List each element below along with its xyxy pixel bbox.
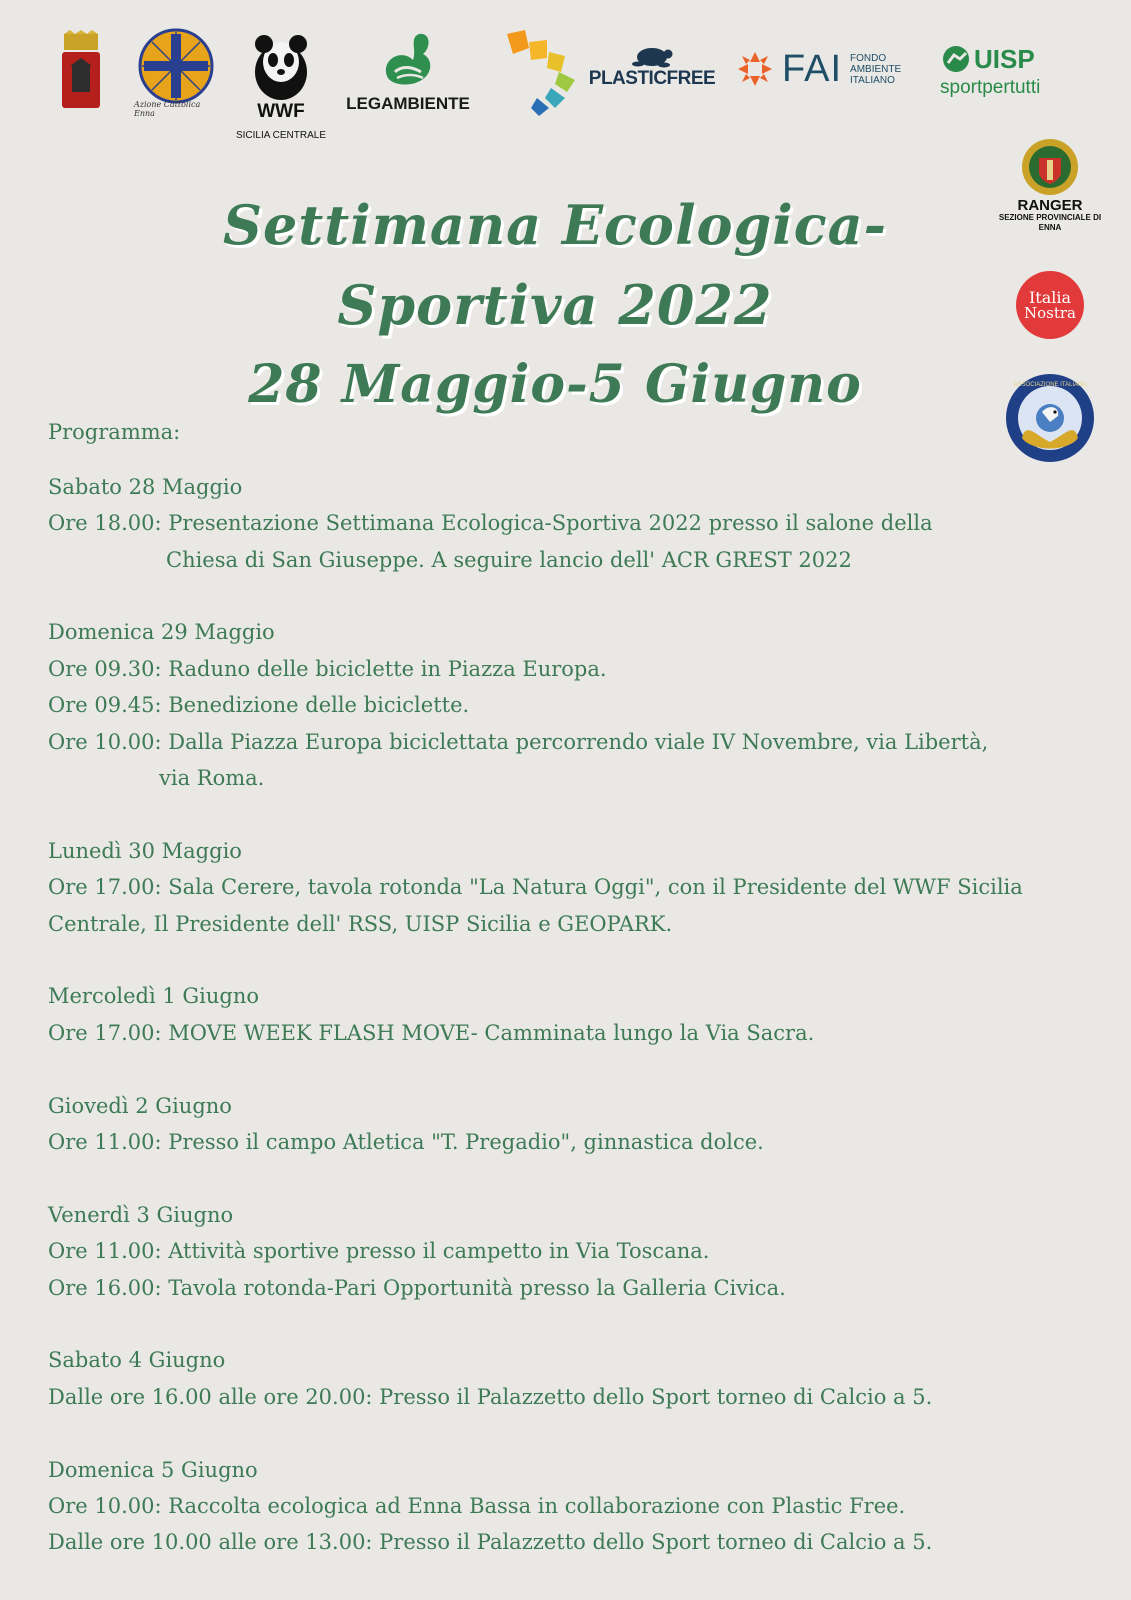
day-date: Sabato 28 Maggio [48,474,243,499]
ranger-sub-2: ENNA [1038,222,1062,232]
legambiente-name: LEGAMBIENTE [346,94,470,113]
schedule-item: Ore 17.00: MOVE WEEK FLASH MOVE- Camminata lungo la Via Sacra. [48,1020,815,1045]
schedule-item: Ore 18.00: Presentazione Settimana Ecologica-Sportiva 2022 presso il salone della [48,511,933,536]
programme-heading: Programma: [48,420,181,444]
day-date: Mercoledì 1 Giugno [48,984,260,1009]
day-date: Lunedì 30 Maggio [48,838,242,863]
turtle-icon [630,42,674,68]
plasticfree-name: PLASTICFREE [588,68,716,89]
schedule-item: Ore 10.00: Dalla Piazza Europa biciclettata percorrendo viale IV Novembre, via Libertà, [48,729,989,754]
colored-bars-logo [503,28,583,118]
ranger-sub-1: SEZIONE PROVINCIALE DI [998,212,1102,222]
title-line-2: 28 Maggio-5 Giugno [248,354,862,415]
day-date: Domenica 5 Giugno [48,1457,258,1482]
schedule-item: via Roma. [159,766,265,791]
schedule-item: Ore 09.45: Benedizione delle biciclette. [48,693,470,718]
ranger-logo [993,134,1107,234]
wwf-sub: SICILIA CENTRALE [235,129,327,141]
fai-sub [850,53,901,86]
fai-name: FAI [782,47,843,90]
acr-logo [134,28,218,118]
schedule-item: Ore 09.30: Raduno delle biciclette in Piazza Europa. [48,656,607,681]
acr-logo-text: Azione Cattolica Enna [134,100,201,118]
italia-nostra-line1: Italia [1028,287,1072,307]
schedule-item: Ore 11.00: Presso il campo Atletica "T. Pregadio", ginnastica dolce. [48,1130,764,1155]
uisp-logo [940,42,1058,100]
fai-cross-icon [736,50,774,88]
plasticfree-logo [588,36,716,96]
fai-sub-2: AMBIENTE [850,63,902,75]
day-date: Sabato 4 Giugno [48,1348,226,1373]
schedule-item: Dalle ore 16.00 alle ore 20.00: Presso il Palazzetto dello Sport torneo di Calcio a 5. [48,1384,933,1409]
panda-icon [249,32,313,102]
svg-text:ASSOCIAZIONE ITALIANA: ASSOCIAZIONE ITALIANA [1013,382,1087,388]
schedule-item: Ore 11.00: Attività sportive presso il campetto in Via Toscana. [48,1239,710,1264]
day-date: Domenica 29 Maggio [48,620,275,645]
event-title [130,185,980,425]
city-coat-of-arms-logo [58,30,104,114]
ranger-crest-icon [1019,136,1081,198]
schedule-item: Dalle ore 10.00 alle ore 13.00: Presso il Palazzetto dello Sport torneo di Calcio a 5. [48,1530,933,1555]
fai-sub-1: FONDO [850,52,887,64]
day-date: Giovedì 2 Giugno [48,1093,232,1118]
schedule-item: Ore 16.00: Tavola rotonda-Pari Opportunità presso la Galleria Civica. [48,1275,786,1300]
uisp-sub: sportpertutti [940,76,1041,98]
fai-logo [736,44,906,94]
title-line-1: Settimana Ecologica-Sportiva 2022 [222,193,888,337]
day-date: Venerdì 3 Giugno [48,1202,234,1227]
uisp-name: UISP [974,43,1035,74]
ranger-name: RANGER [1017,196,1083,214]
wwf-name: WWF [257,100,305,122]
legambiente-logo [338,28,478,116]
programme [48,414,1028,1561]
schedule-item: Ore 10.00: Raccolta ecologica ad Enna Bassa in collaborazione con Plastic Free. [48,1494,906,1519]
uisp-runner-icon [940,45,972,73]
schedule-item: Centrale, Il Presidente dell' RSS, UISP Sicilia e GEOPARK. [48,911,673,936]
fai-sub-3: ITALIANO [850,74,895,86]
swan-icon [377,30,439,90]
schedule-item: Chiesa di San Giuseppe. A seguire lancio dell' ACR GREST 2022 [166,547,852,572]
schedule-item: Ore 17.00: Sala Cerere, tavola rotonda "La Natura Oggi", con il Presidente del WWF Sicilia [48,875,1023,900]
wwf-logo [235,26,327,146]
italia-nostra-line2: Nostra [1024,303,1076,322]
italia-nostra-logo [1016,271,1084,339]
